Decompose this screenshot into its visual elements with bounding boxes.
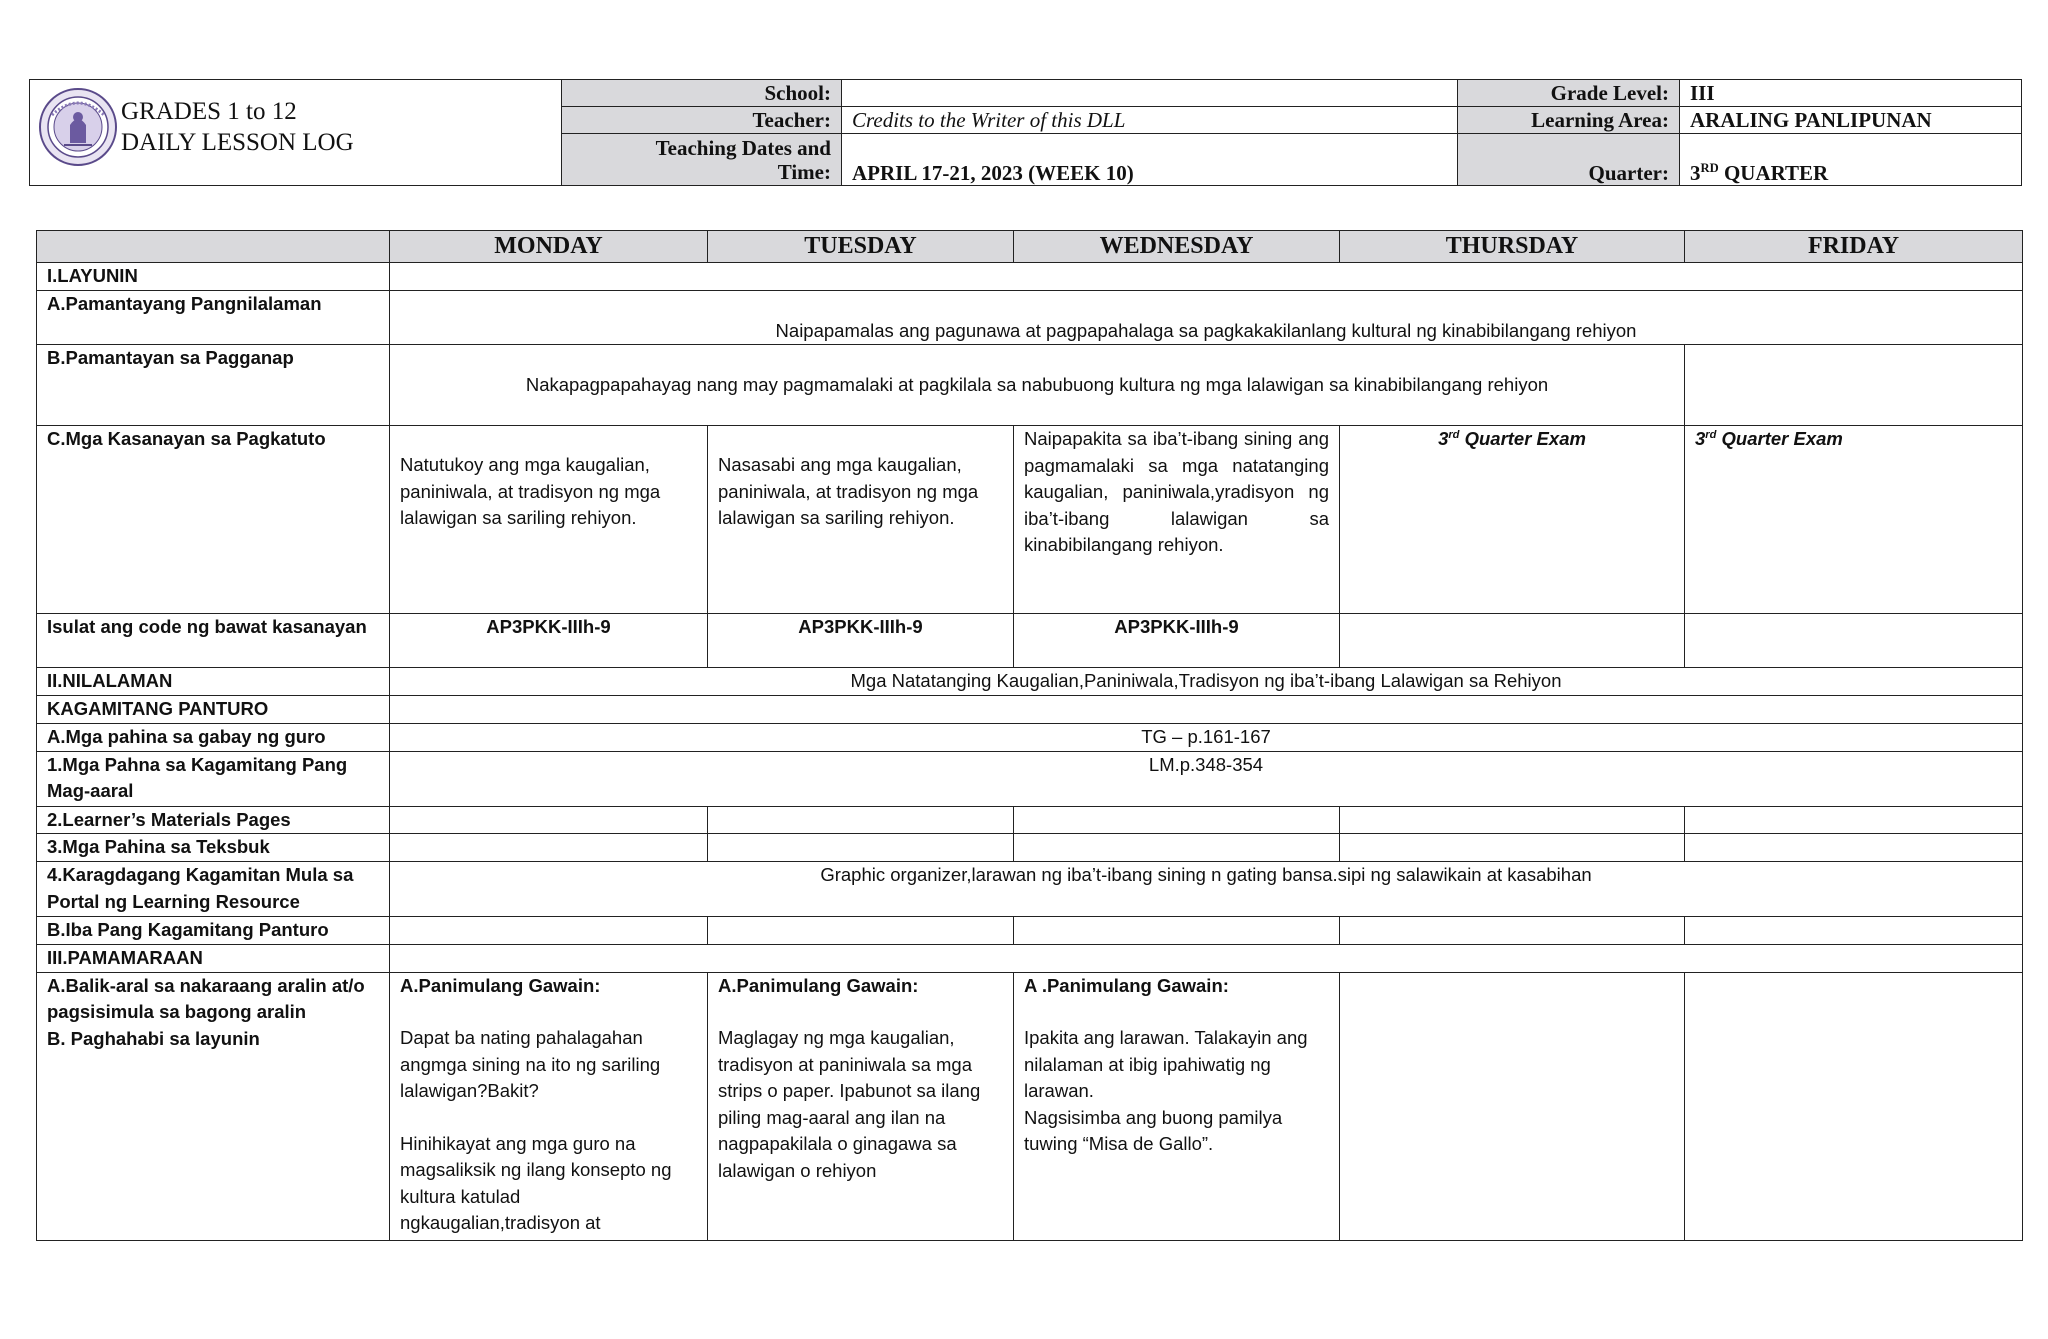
balik-tuesday-text: Maglagay ng mga kaugalian, tradisyon at paniniwala sa mga strips o paper. Ipabunot sa ilang piling mag-aaral ang ilan na nagpapakilala o ginagawa sa lalawigan o rehiyon [718,1027,981,1181]
day-tuesday: TUESDAY [708,231,1014,263]
table-row [37,668,2023,696]
table-row [37,751,2023,806]
row-label-pamamaraan: III.PAMAMARAAN [37,944,390,972]
pamantayang-text: Naipapamalas ang pagunawa at pagpapahalaga sa pagkakakilanlang kultural ng kinabibilangang rehiyon [390,291,2023,345]
kagamitan-cell [390,696,2023,724]
title-line-1: GRADES 1 to 12 [121,98,297,125]
row-label-pagganap: B.Pamantayan sa Pagganap [37,345,390,426]
exam-thursday [1340,426,1685,614]
learners-thursday [1340,806,1685,834]
learning-area-label: Learning Area: [1458,107,1680,134]
pamamaraan-cell [390,944,2023,972]
code-tuesday: AP3PKK-IIIh-9 [708,614,1014,668]
code-thursday [1340,614,1685,668]
balik-wednesday [1014,972,1340,1241]
day-thursday: THURSDAY [1340,231,1685,263]
teksbuk-wednesday [1014,834,1340,862]
teksbuk-monday [390,834,708,862]
row-label-kagamitan: KAGAMITANG PANTURO [37,696,390,724]
balik-aral-label: A.Balik-aral sa nakaraang aralin at/o pagsisimula sa bagong aralin [47,974,365,1022]
iba-wednesday [1014,917,1340,945]
teaching-dates-label-line2: Time: [777,159,831,184]
school-label: School: [562,80,842,107]
table-row [37,614,2023,668]
balik-monday-heading: A.Panimulang Gawain: [400,974,601,996]
balik-wednesday-text2: Nagsisimba ang buong pamilya tuwing “Misa de Gallo”. [1024,1106,1283,1154]
balik-monday [390,972,708,1241]
table-row [37,723,2023,751]
row-label-pamantayang: A.Pamantayang Pangnilalaman [37,291,390,345]
code-friday [1685,614,2023,668]
kasanayan-monday-text: Natutukoy ang mga kaugalian, paniniwala, at tradisyon ng mga lalawigan sa sariling rehiyon. [400,454,661,528]
exam-thursday-sup: rd [1448,428,1460,441]
deped-seal-icon [38,87,118,167]
kasanayan-tuesday-text: Nasasabi ang mga kaugalian, paniniwala, at tradisyon ng mga lalawigan sa sariling rehiyon. [718,454,979,528]
quarter-word: QUARTER [1723,161,1829,185]
title-line-2: DAILY LESSON LOG [121,129,354,156]
exam-thursday-num: 3 [1438,428,1449,449]
pagganap-friday-cell [1685,345,2023,426]
day-friday: FRIDAY [1685,231,2023,263]
teaching-dates-label [562,134,842,186]
logo-title-cell [30,80,562,186]
iba-friday [1685,917,2023,945]
table-row [37,291,2023,345]
quarter-label: Quarter: [1458,134,1680,186]
header-table [29,79,2022,186]
quarter-ordinal: RD [1700,161,1719,175]
code-monday: AP3PKK-IIIh-9 [390,614,708,668]
day-wednesday: WEDNESDAY [1014,231,1340,263]
row-label-gabay: A.Mga pahina sa gabay ng guro [37,723,390,751]
portal-text: Graphic organizer,larawan ng iba’t-ibang sining n gating bansa.sipi ng salawikain at kasabihan [390,862,2023,917]
teksbuk-thursday [1340,834,1685,862]
row-label-iba: B.Iba Pang Kagamitang Panturo [37,917,390,945]
table-row [37,696,2023,724]
code-wednesday: AP3PKK-IIIh-9 [1014,614,1340,668]
day-header-row [37,231,2023,263]
iba-thursday [1340,917,1685,945]
learners-tuesday [708,806,1014,834]
table-row [37,263,2023,291]
row-label-learners: 2.Learner’s Materials Pages [37,806,390,834]
row-label-code: Isulat ang code ng bawat kasanayan [37,614,390,668]
exam-friday-text: Quarter Exam [1721,428,1843,449]
balik-tuesday-heading: A.Panimulang Gawain: [718,974,919,996]
row-label-balik-aral [37,972,390,1241]
iba-monday [390,917,708,945]
teaching-dates-label-line1: Teaching Dates and [655,135,831,160]
teacher-value: Credits to the Writer of this DLL [842,107,1458,134]
iba-tuesday [708,917,1014,945]
table-row [37,862,2023,917]
exam-friday [1685,426,2023,614]
table-row [37,944,2023,972]
header-blank-cell [37,231,390,263]
grade-level-label: Grade Level: [1458,80,1680,107]
quarter-number: 3 [1690,161,1701,185]
layunin-cell [390,263,2023,291]
school-value [842,80,1458,107]
balik-wednesday-heading: A .Panimulang Gawain: [1024,974,1229,996]
table-row [37,806,2023,834]
learning-area-value: ARALING PANLIPUNAN [1680,107,2022,134]
paghahabi-label: B. Paghahabi sa layunin [47,1027,260,1049]
gabay-text: TG – p.161-167 [390,723,2023,751]
balik-tuesday [708,972,1014,1241]
learners-friday [1685,806,2023,834]
learners-wednesday [1014,806,1340,834]
table-row [37,972,2023,1241]
balik-wednesday-text: Ipakita ang larawan. Talakayin ang nilalaman at ibig ipahiwatig ng larawan. [1024,1027,1308,1101]
balik-monday-text: Dapat ba nating pahalagahan angmga sining na ito ng sariling lalawigan?Bakit? [400,1027,661,1101]
teacher-label: Teacher: [562,107,842,134]
table-row [37,426,2023,614]
nilalaman-text: Mga Natatanging Kaugalian,Paniniwala,Tradisyon ng iba’t-ibang Lalawigan sa Rehiyon [390,668,2023,696]
quarter-value [1680,134,2022,186]
teksbuk-friday [1685,834,2023,862]
pagganap-text: Nakapagpapahayag nang may pagmamalaki at pagkilala sa nabubuong kultura ng mga lalawigan sa kinabibilangang rehiyon [390,345,1685,426]
lesson-log-table [36,230,2023,1241]
grade-level-value: III [1680,80,2022,107]
balik-monday-text2: Hinihikayat ang mga guro na magsaliksik ng ilang konsepto ng kultura katulad ngkaugalian,tradisyon at [400,1132,672,1233]
row-label-portal: 4.Karagdagang Kagamitan Mula sa Portal ng Learning Resource [37,862,390,917]
lm-text: LM.p.348-354 [390,751,2023,806]
table-row [37,917,2023,945]
row-label-layunin: I.LAYUNIN [37,263,390,291]
kasanayan-monday [390,426,708,614]
kasanayan-tuesday [708,426,1014,614]
exam-thursday-text: Quarter Exam [1464,428,1586,449]
day-monday: MONDAY [390,231,708,263]
log-title [121,96,354,158]
learners-monday [390,806,708,834]
row-label-kasanayan: C.Mga Kasanayan sa Pagkatuto [37,426,390,614]
exam-friday-num: 3 [1695,428,1706,449]
table-row [37,345,2023,426]
row-label-lm: 1.Mga Pahna sa Kagamitang Pang Mag-aaral [37,751,390,806]
table-row [37,834,2023,862]
exam-friday-sup: rd [1705,428,1717,441]
row-label-nilalaman: II.NILALAMAN [37,668,390,696]
balik-friday [1685,972,2023,1241]
teaching-dates-value: APRIL 17-21, 2023 (WEEK 10) [842,134,1458,186]
kasanayan-wednesday: Naipapakita sa iba’t-ibang sining ang pagmamalaki sa mga natatanging kaugalian, paniniwala,yradisyon ng iba’t-ibang lalawigan sa kinabibilangang rehiyon. [1014,426,1340,614]
teksbuk-tuesday [708,834,1014,862]
balik-thursday [1340,972,1685,1241]
row-label-teksbuk: 3.Mga Pahina sa Teksbuk [37,834,390,862]
